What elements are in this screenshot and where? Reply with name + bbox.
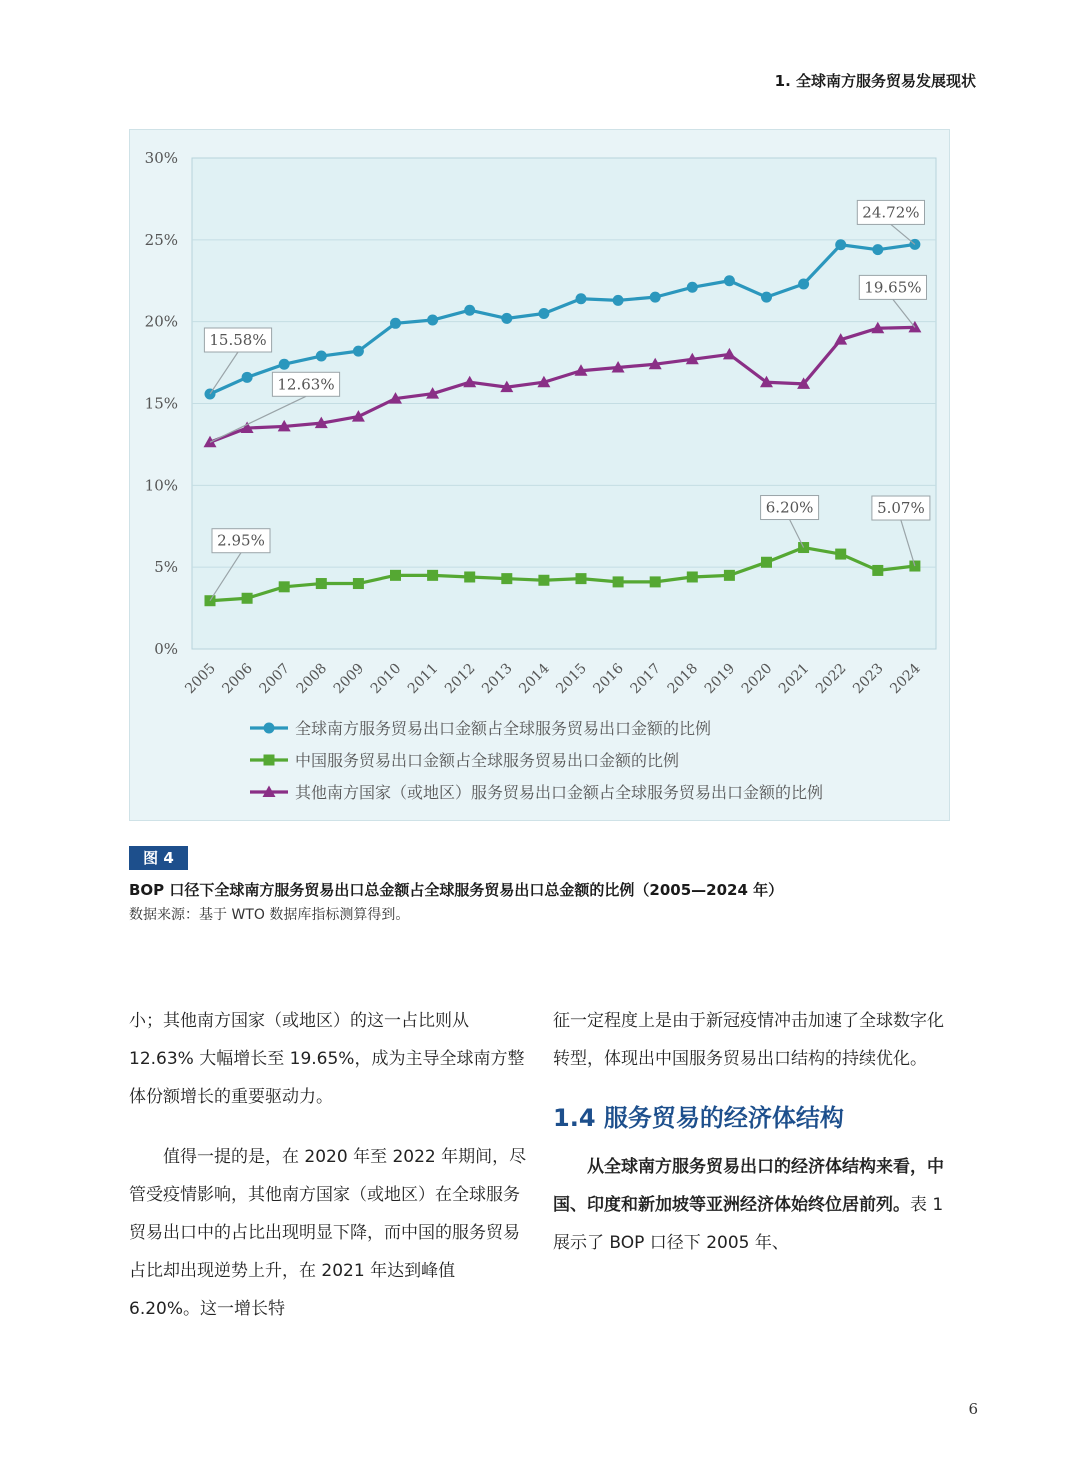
data-point xyxy=(390,570,401,581)
line-chart xyxy=(129,129,950,821)
figure-caption: BOP 口径下全球南方服务贸易出口总金额占全球服务贸易出口总金额的比例（2005—2024 年） xyxy=(129,881,784,899)
legend-label: 其他南方国家（或地区）服务贸易出口金额占全球服务贸易出口金额的比例 xyxy=(295,783,824,802)
y-axis-ticks xyxy=(145,149,178,658)
x-tick-label: 2013 xyxy=(479,660,516,698)
y-tick-label: 20% xyxy=(144,312,178,331)
section-title: 1.4 服务贸易的经济体结构 xyxy=(553,1104,844,1132)
data-point xyxy=(576,293,587,304)
annotation-label: 15.58% xyxy=(209,331,267,350)
annotation-label: 5.07% xyxy=(877,499,925,518)
data-point xyxy=(316,578,327,589)
running-header: 1. 全球南方服务贸易发展现状 xyxy=(774,72,976,90)
annotation-label: 6.20% xyxy=(765,498,814,517)
x-tick-label: 2015 xyxy=(553,660,590,698)
x-tick-label: 2018 xyxy=(664,660,702,698)
data-point xyxy=(724,570,735,581)
x-tick-label: 2017 xyxy=(627,660,665,698)
right-column xyxy=(553,1002,953,1262)
x-tick-label: 2023 xyxy=(850,660,887,698)
data-point xyxy=(538,308,549,319)
annotation-label: 12.63% xyxy=(277,375,335,394)
x-tick-label: 2010 xyxy=(367,660,405,698)
data-point xyxy=(835,239,846,250)
data-point xyxy=(353,346,364,357)
x-axis-ticks xyxy=(182,660,923,697)
data-point xyxy=(501,313,512,324)
x-tick-label: 2011 xyxy=(404,660,442,698)
data-point xyxy=(242,593,253,604)
annotation-label: 19.65% xyxy=(864,278,922,297)
legend xyxy=(250,719,823,802)
data-point xyxy=(761,292,772,303)
data-point xyxy=(835,549,846,560)
legend-label: 全球南方服务贸易出口金额占全球服务贸易出口金额的比例 xyxy=(295,719,712,738)
x-tick-label: 2008 xyxy=(293,660,331,698)
data-point xyxy=(242,372,253,383)
data-point xyxy=(427,570,438,581)
legend-label: 中国服务贸易出口金额占全球服务贸易出口金额的比例 xyxy=(295,751,680,770)
x-tick-label: 2022 xyxy=(813,660,850,698)
data-point xyxy=(687,282,698,293)
annotation-label: 2.95% xyxy=(217,531,265,550)
paragraph: 值得一提的是，在 2020 年至 2022 年期间，尽管受疫情影响，其他南方国家（或地区）在全球服务贸易出口中的占比出现明显下降，而中国的服务贸易占比却出现逆势上升，在 2021 年达到峰值 6.20%。这一增长特 xyxy=(129,1147,527,1319)
data-point xyxy=(464,571,475,582)
x-tick-label: 2012 xyxy=(442,660,479,698)
data-point xyxy=(724,275,735,286)
x-tick-label: 2014 xyxy=(516,660,553,698)
y-tick-label: 30% xyxy=(144,149,178,167)
y-tick-label: 15% xyxy=(144,394,178,413)
data-point xyxy=(613,576,624,587)
annotation-label: 24.72% xyxy=(862,203,920,222)
paragraph-rest: 表 1 展示了 BOP 口径下 2005 年、 xyxy=(553,1195,944,1253)
data-point xyxy=(872,565,883,576)
data-point xyxy=(761,557,772,568)
y-tick-label: 10% xyxy=(144,476,178,495)
x-tick-label: 2016 xyxy=(590,660,627,698)
data-point xyxy=(279,581,290,592)
data-point xyxy=(427,315,438,326)
page-number: 6 xyxy=(968,1400,978,1418)
paragraph: 征一定程度上是由于新冠疫情冲击加速了全球数字化转型，体现出中国服务贸易出口结构的持续优化。 xyxy=(553,1011,944,1069)
data-point xyxy=(264,755,275,766)
x-tick-label: 2020 xyxy=(738,660,776,698)
x-tick-label: 2024 xyxy=(887,660,924,698)
data-point xyxy=(872,244,883,255)
data-point xyxy=(687,571,698,582)
data-point xyxy=(613,295,624,306)
data-point xyxy=(464,305,475,316)
y-tick-label: 25% xyxy=(144,230,178,249)
y-tick-label: 5% xyxy=(154,558,178,577)
x-tick-label: 2007 xyxy=(256,660,294,698)
x-tick-label: 2019 xyxy=(701,660,739,698)
data-point xyxy=(538,575,549,586)
paragraph xyxy=(553,1148,953,1262)
bold-lead: 从全球南方服务贸易出口的经济体结构来看，中国、印度和新加坡等亚洲经济体始终位居前列。 xyxy=(553,1157,944,1215)
data-point xyxy=(650,292,661,303)
x-tick-label: 2009 xyxy=(330,660,368,698)
paragraph: 小；其他南方国家（或地区）的这一占比则从 12.63% 大幅增长至 19.65%，成为主导全球南方整体份额增长的重要驱动力。 xyxy=(129,1011,525,1107)
chart-svg xyxy=(130,130,951,822)
data-point xyxy=(279,359,290,370)
x-tick-label: 2005 xyxy=(182,660,219,698)
figure-tag: 图 4 xyxy=(129,846,188,870)
x-tick-label: 2021 xyxy=(775,660,813,698)
y-tick-label: 0% xyxy=(154,640,178,658)
data-point xyxy=(798,279,809,290)
data-point xyxy=(390,318,401,329)
left-column xyxy=(129,1002,529,1328)
x-tick-label: 2006 xyxy=(219,660,256,698)
data-point xyxy=(650,576,661,587)
data-point xyxy=(576,573,587,584)
data-point xyxy=(353,578,364,589)
data-point xyxy=(501,573,512,584)
data-point xyxy=(264,723,275,734)
data-point xyxy=(316,351,327,362)
figure-source: 数据来源：基于 WTO 数据库指标测算得到。 xyxy=(129,907,410,923)
